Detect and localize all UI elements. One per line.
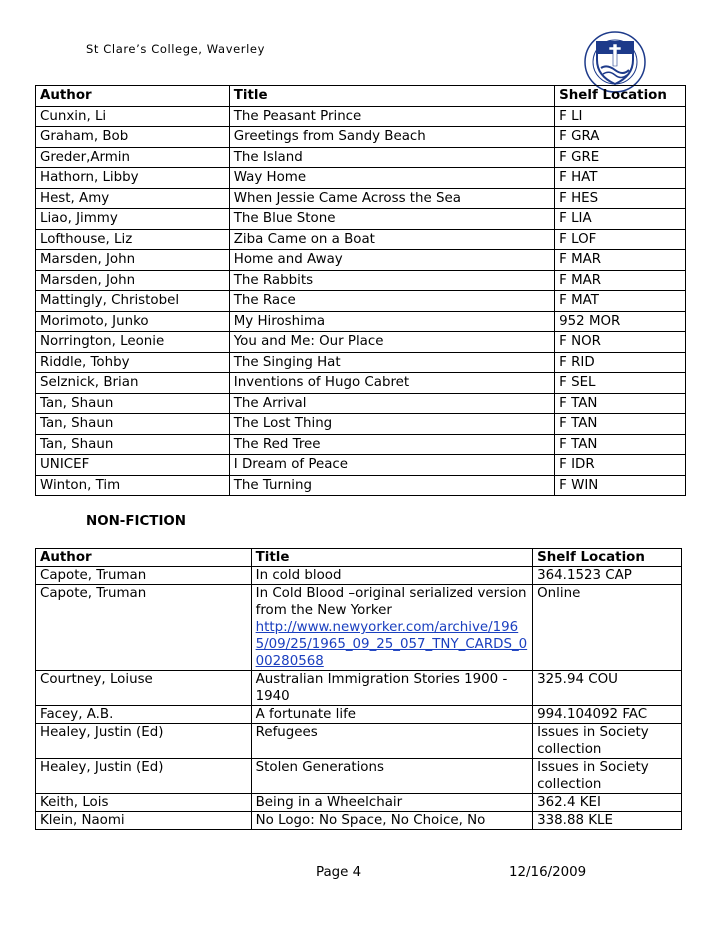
author-cell: Courtney, Loiuse xyxy=(36,671,252,706)
author-cell: Morimoto, Junko xyxy=(36,311,230,332)
title-text: No Logo: No Space, No Choice, No xyxy=(255,813,486,828)
title-text: In Cold Blood –original serialized version from the New Yorker xyxy=(255,586,527,618)
author-cell: Mattingly, Christobel xyxy=(36,291,230,312)
shelf-location-cell: F GRA xyxy=(555,127,686,148)
author-cell: Capote, Truman xyxy=(36,567,252,585)
author-cell: Greder,Armin xyxy=(36,147,230,168)
table-row xyxy=(36,759,682,794)
school-name: St Clare’s College, Waverley xyxy=(86,42,265,56)
shelf-location-cell: Issues in Society collection xyxy=(533,759,682,794)
shelf-location-cell: 362.4 KEI xyxy=(533,794,682,812)
table-row xyxy=(36,812,682,830)
author-cell: Norrington, Leonie xyxy=(36,332,230,353)
title-text: Being in a Wheelchair xyxy=(255,795,403,810)
title-cell xyxy=(251,706,533,724)
title-text: A fortunate life xyxy=(255,707,357,722)
table-row xyxy=(36,127,686,148)
title-cell: Way Home xyxy=(229,168,554,189)
shelf-location-cell: F WIN xyxy=(555,475,686,496)
shelf-location-cell: F SEL xyxy=(555,373,686,394)
shelf-location-cell: F MAR xyxy=(555,270,686,291)
table-row xyxy=(36,724,682,759)
table-row xyxy=(36,352,686,373)
author-cell: Liao, Jimmy xyxy=(36,209,230,230)
author-cell: Facey, A.B. xyxy=(36,706,252,724)
table-row xyxy=(36,585,682,671)
title-cell: The Arrival xyxy=(229,393,554,414)
author-cell: Cunxin, Li xyxy=(36,106,230,127)
shelf-location-cell: F IDR xyxy=(555,455,686,476)
title-cell: The Lost Thing xyxy=(229,414,554,435)
non-fiction-header-row xyxy=(36,549,682,567)
column-header-author: Author xyxy=(36,549,252,567)
title-cell: Inventions of Hugo Cabret xyxy=(229,373,554,394)
title-cell: The Turning xyxy=(229,475,554,496)
table-row xyxy=(36,794,682,812)
shelf-location-cell: 364.1523 CAP xyxy=(533,567,682,585)
fiction-header-row xyxy=(36,86,686,107)
author-cell: Selznick, Brian xyxy=(36,373,230,394)
table-row xyxy=(36,455,686,476)
shelf-location-cell: 338.88 KLE xyxy=(533,812,682,830)
table-row xyxy=(36,414,686,435)
table-row xyxy=(36,373,686,394)
table-row xyxy=(36,188,686,209)
title-cell xyxy=(251,794,533,812)
title-text: Refugees xyxy=(255,725,318,740)
shelf-location-cell: F HES xyxy=(555,188,686,209)
shelf-location-cell: F LOF xyxy=(555,229,686,250)
author-cell: Hathorn, Libby xyxy=(36,168,230,189)
shelf-location-cell: F TAN xyxy=(555,414,686,435)
shelf-location-cell: F HAT xyxy=(555,168,686,189)
title-cell: The Red Tree xyxy=(229,434,554,455)
shelf-location-cell: F TAN xyxy=(555,393,686,414)
table-row xyxy=(36,475,686,496)
table-row xyxy=(36,229,686,250)
table-row xyxy=(36,311,686,332)
shelf-location-cell: Issues in Society collection xyxy=(533,724,682,759)
author-cell: Klein, Naomi xyxy=(36,812,252,830)
author-cell: Tan, Shaun xyxy=(36,434,230,455)
title-cell: The Peasant Prince xyxy=(229,106,554,127)
title-cell xyxy=(251,812,533,830)
table-row xyxy=(36,434,686,455)
author-cell: UNICEF xyxy=(36,455,230,476)
table-row xyxy=(36,332,686,353)
author-cell: Tan, Shaun xyxy=(36,393,230,414)
title-cell: You and Me: Our Place xyxy=(229,332,554,353)
title-cell: Home and Away xyxy=(229,250,554,271)
non-fiction-heading: NON-FICTION xyxy=(86,514,187,529)
table-row xyxy=(36,250,686,271)
author-cell: Healey, Justin (Ed) xyxy=(36,724,252,759)
column-header-shelf-location: Shelf Location xyxy=(555,86,686,107)
shelf-location-cell: 325.94 COU xyxy=(533,671,682,706)
table-row xyxy=(36,671,682,706)
title-cell xyxy=(251,585,533,671)
column-header-title: Title xyxy=(229,86,554,107)
title-cell: The Race xyxy=(229,291,554,312)
shelf-location-cell: F LI xyxy=(555,106,686,127)
shelf-location-cell: 994.104092 FAC xyxy=(533,706,682,724)
page-number: Page 4 xyxy=(316,865,362,880)
table-row xyxy=(36,168,686,189)
author-cell: Tan, Shaun xyxy=(36,414,230,435)
title-text: In cold blood xyxy=(255,568,342,583)
shelf-location-cell: F MAT xyxy=(555,291,686,312)
author-cell: Keith, Lois xyxy=(36,794,252,812)
title-cell xyxy=(251,567,533,585)
shelf-location-cell: 952 MOR xyxy=(555,311,686,332)
author-cell: Marsden, John xyxy=(36,250,230,271)
column-header-author: Author xyxy=(36,86,230,107)
article-link[interactable]: http://www.newyorker.com/archive/1965/09/25/1965_09_25_057_TNY_CARDS_000280568 xyxy=(255,620,528,669)
title-text: Australian Immigration Stories 1900 - 1940 xyxy=(255,672,508,704)
author-cell: Marsden, John xyxy=(36,270,230,291)
title-cell: The Singing Hat xyxy=(229,352,554,373)
title-cell xyxy=(251,724,533,759)
author-cell: Lofthouse, Liz xyxy=(36,229,230,250)
column-header-title: Title xyxy=(251,549,533,567)
shelf-location-cell: F MAR xyxy=(555,250,686,271)
author-cell: Winton, Tim xyxy=(36,475,230,496)
column-header-shelf-location: Shelf Location xyxy=(533,549,682,567)
shelf-location-cell: Online xyxy=(533,585,682,671)
author-cell: Riddle, Tohby xyxy=(36,352,230,373)
title-cell xyxy=(251,671,533,706)
table-row xyxy=(36,270,686,291)
author-cell: Hest, Amy xyxy=(36,188,230,209)
table-row xyxy=(36,291,686,312)
title-text: Stolen Generations xyxy=(255,760,384,775)
table-row xyxy=(36,147,686,168)
non-fiction-table xyxy=(35,548,682,830)
shelf-location-cell: F LIA xyxy=(555,209,686,230)
title-cell: Greetings from Sandy Beach xyxy=(229,127,554,148)
shelf-location-cell: F NOR xyxy=(555,332,686,353)
shelf-location-cell: F TAN xyxy=(555,434,686,455)
title-cell: My Hiroshima xyxy=(229,311,554,332)
table-row xyxy=(36,209,686,230)
table-row xyxy=(36,393,686,414)
author-cell: Graham, Bob xyxy=(36,127,230,148)
author-cell: Capote, Truman xyxy=(36,585,252,671)
shelf-location-cell: F RID xyxy=(555,352,686,373)
print-date: 12/16/2009 xyxy=(509,865,587,880)
title-cell xyxy=(251,759,533,794)
table-row xyxy=(36,706,682,724)
title-cell: When Jessie Came Across the Sea xyxy=(229,188,554,209)
title-cell: I Dream of Peace xyxy=(229,455,554,476)
title-cell: The Rabbits xyxy=(229,270,554,291)
title-cell: Ziba Came on a Boat xyxy=(229,229,554,250)
table-row xyxy=(36,567,682,585)
author-cell: Healey, Justin (Ed) xyxy=(36,759,252,794)
title-cell: The Island xyxy=(229,147,554,168)
shelf-location-cell: F GRE xyxy=(555,147,686,168)
title-cell: The Blue Stone xyxy=(229,209,554,230)
table-row xyxy=(36,106,686,127)
fiction-table xyxy=(35,85,686,496)
